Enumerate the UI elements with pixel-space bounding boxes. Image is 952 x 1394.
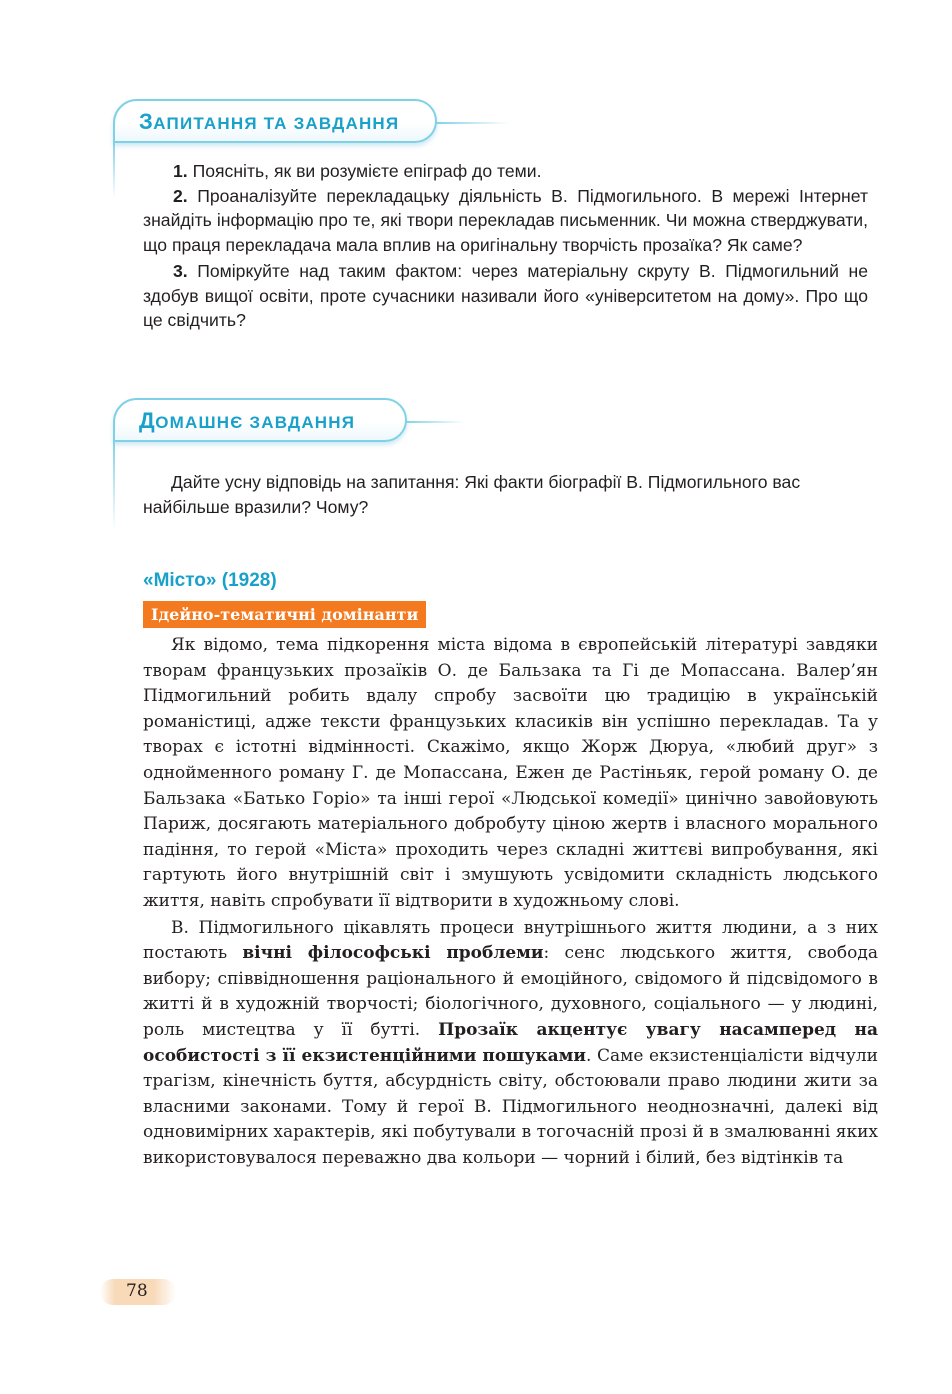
question-item: 3. Поміркуйте над таким фактом: через матеріальну скруту В. Підмогильний не здобув вищої освіти, проте сучасники називали його «університетом на дому». Про що це свідчить? bbox=[143, 261, 869, 330]
homework-tab-drop-line bbox=[113, 440, 115, 530]
homework-text: Дайте усну відповідь на запитання: Які факти біографії В. Підмогильного вас найбільше вразили? Чому? bbox=[143, 472, 801, 517]
work-title: «Місто» (1928) bbox=[143, 570, 277, 591]
questions-tab bbox=[113, 99, 437, 143]
homework-tab-line bbox=[405, 421, 465, 423]
question-item: 1. Поясніть, як ви розумієте епіграф до теми. bbox=[173, 161, 542, 181]
page-number: 78 bbox=[126, 1281, 148, 1301]
homework-tab bbox=[113, 398, 407, 442]
paragraph: Як відомо, тема підкорення міста відома в європейській літературі завдяки творам французьких прозаїків О. де Бальзака та Гі де Мопассана. Валер’ян Підмогильний робить вдалу спробу засвоїти цю традицію в українській романістиці, адже тексти французьких класиків він успішно перекладав. Та у творах є істотні відмінності. Скажімо, якщо Жорж Дюруа, «любий друг» з однойменного роману Г. де Мопассана, Ежен де Растіньяк, герой роману О. де Бальзака «Батько Горіо» та інші герої «Людської комедії» цинічно завойовують Париж, досягають матеріального добробуту ціною жертв і власного морального падіння, то герой «Міста» проходить через складні життєві випробування, які гартують його внутрішній світ і змушують усвідомити складність людського життя, навіть спробувати її відтворити в художньому слові. bbox=[143, 635, 878, 911]
body-text bbox=[143, 633, 878, 1171]
questions-title: ЗАПИТАННЯ ТА ЗАВДАННЯ bbox=[139, 109, 400, 134]
questions-list bbox=[143, 159, 868, 333]
homework-title: ДОМАШНЄ ЗАВДАННЯ bbox=[139, 408, 356, 433]
bold-phrase: вічні філософські проблеми bbox=[242, 943, 544, 964]
question-item: 2. Проаналізуйте перекладацьку діяльність В. Підмогильного. В мережі Інтернет знайдіть інформацію про те, які твори перекладав письменник. Чи можна стверджувати, що праця перекладача мала вплив на оригінальну творчість прозаїка? Як саме? bbox=[143, 185, 868, 255]
questions-tab-drop-line bbox=[113, 141, 115, 199]
bold-phrase: Прозаїк акцентує увагу насамперед на особистості з її екзистенційними пошуками bbox=[143, 1019, 878, 1066]
paragraph: В. Підмогильного цікавлять процеси внутрішнього життя людини, а з них постають вічні філософські проблеми: сенс людського життя, свобода вибору; співвідношення раціонального й емоційного, свідомого й підсвідомого в житті й в художній творчості; біологічного, духовного, соціального — у людині, роль мистецтва у її бутті. Прозаїк акцентує увагу насамперед на особистості з її екзистенційними пошуками. Саме екзистенціалісти відчули трагізм, кінечність буття, абсурдність світу, обстоювали право людини жити за власними законами. Тому й герої В. Підмогильного неоднозначні, далекі від одновимірних характерів, які побутували в тогочасній прозі й в змалюванні яких використовувалося переважно два кольори — чорний і білий, без відтінків та bbox=[143, 917, 878, 1168]
questions-tab-line bbox=[435, 122, 510, 124]
page-number-badge bbox=[100, 1279, 176, 1305]
subheading-badge: Ідейно-тематичні домінанти bbox=[143, 601, 426, 628]
